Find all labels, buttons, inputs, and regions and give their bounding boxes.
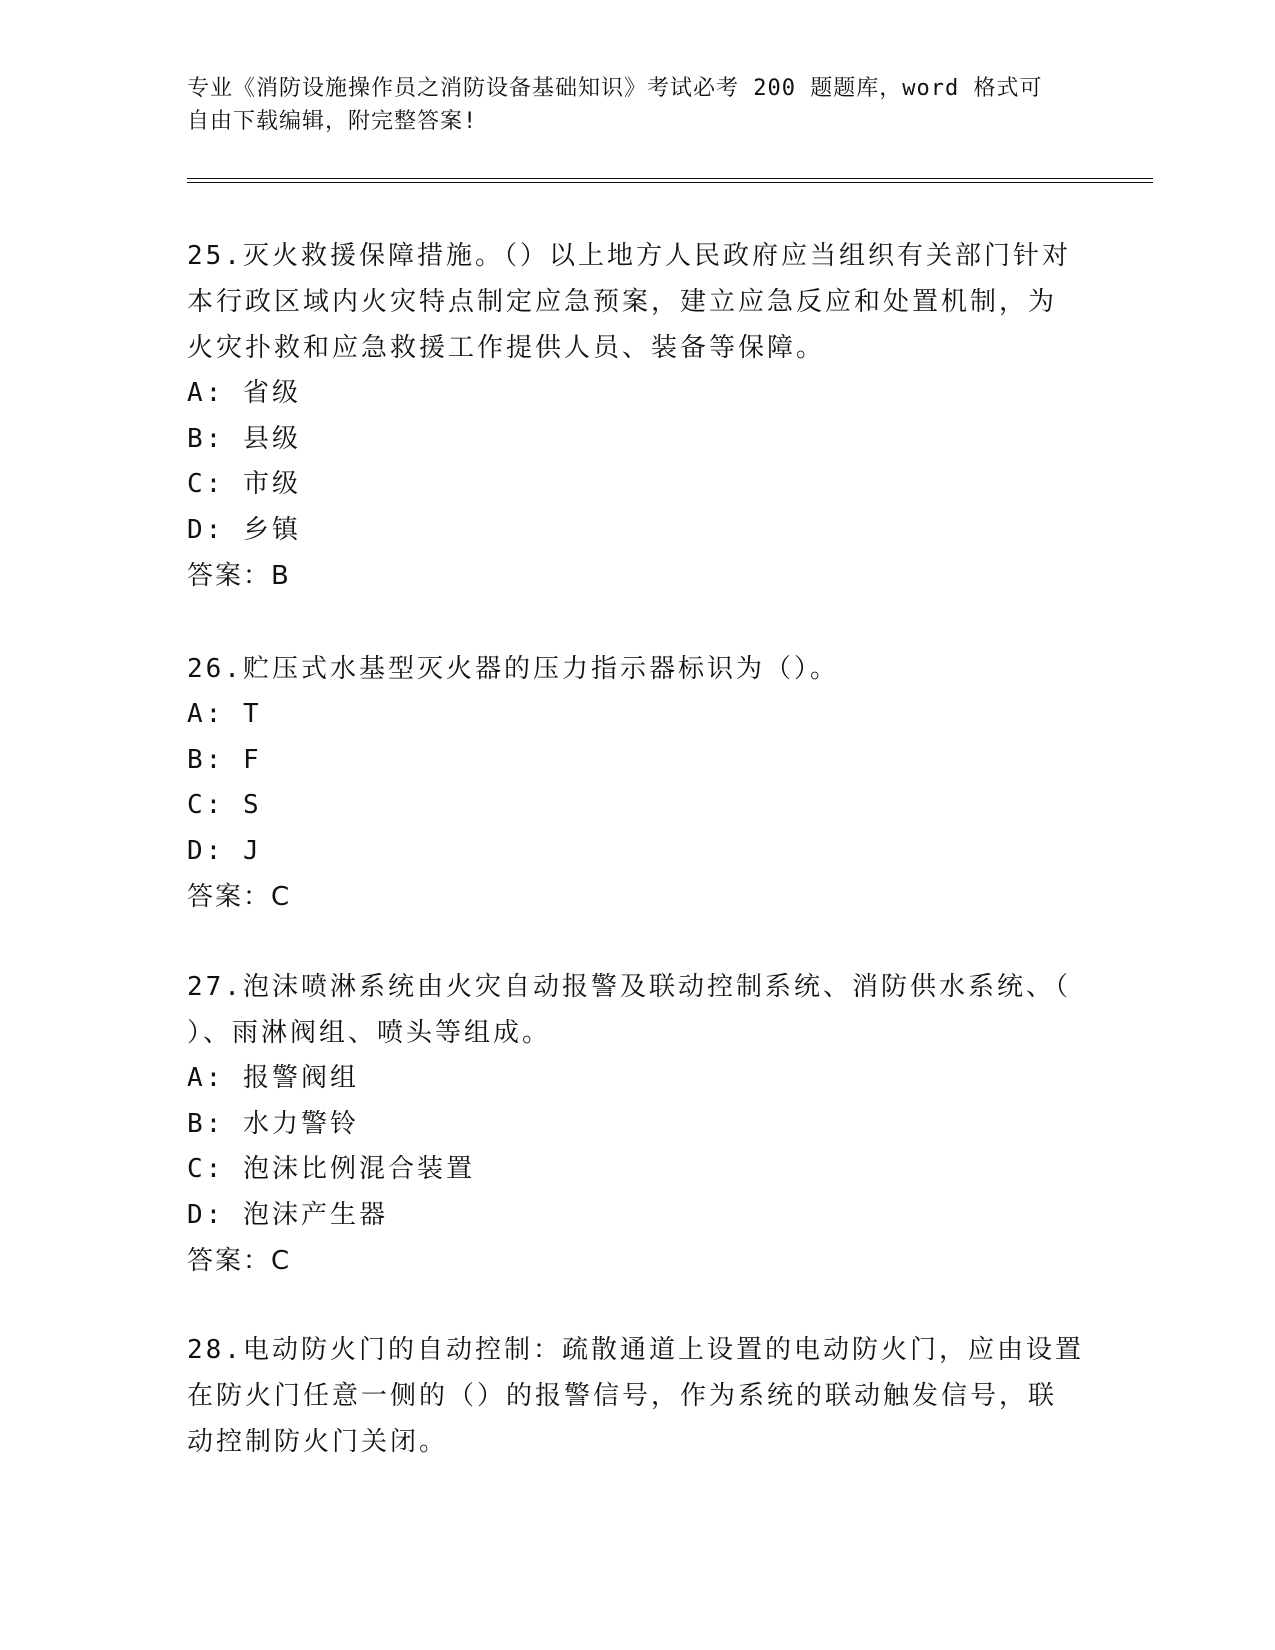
option-b: B: F [187, 744, 262, 775]
option-d: D: J [187, 835, 262, 866]
option-a: A: T [187, 699, 262, 729]
option-b: B: 县级 [187, 423, 301, 454]
option-a: A: 报警阀组 [187, 1063, 359, 1093]
question-stem-line: 28.电动防火门的自动控制：疏散通道上设置的电动防火门，应由设置 [187, 1335, 1084, 1365]
option-d: D: 乡镇 [187, 514, 301, 545]
header-divider [187, 178, 1153, 183]
option-b: B: 水力警铃 [187, 1108, 359, 1139]
document-header [187, 72, 1087, 138]
question-stem-line: 26.贮压式水基型灭火器的压力指示器标识为（）。 [187, 654, 839, 684]
question-stem-line: ）、雨淋阀组、喷头等组成。 [187, 1018, 552, 1048]
question-stem-line: 25.灭火救援保障措施。（）以上地方人民政府应当组织有关部门针对 [187, 241, 1071, 271]
answer-line: 答案：B [187, 561, 291, 591]
question-stem-line: 动控制防火门关闭。 [187, 1427, 449, 1457]
question-stem-line: 27.泡沫喷淋系统由火灾自动报警及联动控制系统、消防供水系统、（ [187, 972, 1071, 1002]
answer-line: 答案：C [187, 1246, 292, 1276]
option-c: C: 市级 [187, 469, 301, 499]
answer-line: 答案：C [187, 882, 292, 912]
question-stem-line: 火灾扑救和应急救援工作提供人员、装备等保障。 [187, 333, 826, 363]
option-a: A: 省级 [187, 378, 301, 408]
question-25 [187, 233, 1087, 599]
option-c: C: 泡沫比例混合装置 [187, 1154, 475, 1184]
question-28 [187, 1327, 1087, 1465]
question-26 [187, 646, 1087, 920]
option-c: C: S [187, 790, 262, 820]
question-stem-line: 本行政区域内火灾特点制定应急预案，建立应急反应和处置机制，为 [187, 287, 1058, 317]
option-d: D: 泡沫产生器 [187, 1199, 388, 1230]
header-line-1: 专业《消防设施操作员之消防设备基础知识》考试必考 200 题题库，word 格式可 [187, 76, 1043, 101]
question-27 [187, 964, 1087, 1284]
header-line-2: 自由下载编辑，附完整答案! [187, 109, 478, 134]
question-stem-line: 在防火门任意一侧的（）的报警信号，作为系统的联动触发信号，联 [187, 1381, 1058, 1411]
